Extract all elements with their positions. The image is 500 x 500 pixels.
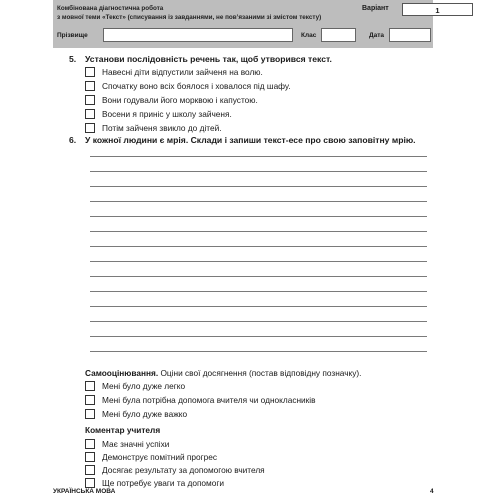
checkbox[interactable] bbox=[85, 452, 95, 462]
checkbox[interactable] bbox=[85, 465, 95, 475]
option-label: Потім зайченя звикло до дітей. bbox=[102, 122, 222, 133]
writing-line bbox=[90, 291, 427, 292]
variant-field[interactable]: 1 bbox=[402, 3, 473, 16]
writing-line bbox=[90, 276, 427, 277]
task5-number: 5. bbox=[69, 54, 77, 64]
surname-label: Прізвище bbox=[57, 32, 88, 39]
checkbox[interactable] bbox=[85, 439, 95, 449]
checkbox[interactable] bbox=[85, 478, 95, 488]
class-field[interactable] bbox=[321, 28, 356, 42]
option-label: Восени я приніс у школу зайченя. bbox=[102, 108, 232, 119]
self-eval-title: Самооцінювання. bbox=[85, 368, 159, 378]
date-label: Дата bbox=[369, 32, 385, 39]
variant-label: Варіант bbox=[362, 5, 389, 12]
option-label: Демонструє помітний прогрес bbox=[102, 451, 218, 462]
writing-line bbox=[90, 261, 427, 262]
header-subtitle: з мовної теми «Текст» (списування із завданнями, не пов’язаними зі змістом тексту) bbox=[57, 14, 322, 21]
checkbox[interactable] bbox=[85, 67, 95, 77]
option-label: Мені було дуже легко bbox=[102, 380, 186, 391]
writing-line bbox=[90, 351, 427, 352]
task6-number: 6. bbox=[69, 135, 77, 145]
self-eval-instruction: Оціни свої досягнення (постав відповідну позначку). bbox=[158, 368, 362, 378]
writing-line bbox=[90, 246, 427, 247]
option-label: Ще потребує уваги та допомоги bbox=[102, 477, 225, 488]
worksheet-header bbox=[53, 0, 440, 48]
task5-option bbox=[85, 66, 263, 77]
self-eval-option bbox=[85, 380, 185, 391]
checkbox[interactable] bbox=[85, 123, 95, 133]
self-eval-option bbox=[85, 394, 316, 405]
date-field[interactable] bbox=[389, 28, 431, 42]
footer-subject: УКРАЇНСЬКА МОВА bbox=[53, 488, 116, 495]
task5-option bbox=[85, 80, 291, 91]
writing-line bbox=[90, 156, 427, 157]
class-label: Клас bbox=[301, 32, 317, 39]
checkbox[interactable] bbox=[85, 381, 95, 391]
teacher-option bbox=[85, 464, 265, 475]
writing-line bbox=[90, 231, 427, 232]
teacher-option bbox=[85, 477, 224, 488]
checkbox[interactable] bbox=[85, 409, 95, 419]
teacher-option bbox=[85, 438, 169, 449]
teacher-comment-title: Коментар учителя bbox=[85, 425, 161, 435]
writing-line bbox=[90, 336, 427, 337]
option-label: Вони годували його морквою і капустою. bbox=[102, 94, 258, 105]
option-label: Має значні успіхи bbox=[102, 438, 170, 449]
task5-title: Установи послідовність речень так, щоб утворився текст. bbox=[85, 54, 332, 64]
writing-line bbox=[90, 171, 427, 172]
writing-line bbox=[90, 306, 427, 307]
checkbox[interactable] bbox=[85, 109, 95, 119]
task6-title: У кожної людини є мрія. Склади і запиши текст-есе про свою заповітну мрію. bbox=[85, 135, 416, 145]
option-label: Мені була потрібна допомога вчителя чи однокласників bbox=[102, 394, 316, 405]
page-number: 4 bbox=[430, 488, 434, 495]
task5-option bbox=[85, 122, 222, 133]
self-eval-option bbox=[85, 408, 187, 419]
checkbox[interactable] bbox=[85, 395, 95, 405]
surname-field[interactable] bbox=[103, 28, 293, 42]
teacher-option bbox=[85, 451, 217, 462]
header-title: Комбінована діагностична робота bbox=[57, 5, 164, 12]
option-label: Досягає результату за допомогою вчителя bbox=[102, 464, 265, 475]
checkbox[interactable] bbox=[85, 95, 95, 105]
task5-option bbox=[85, 108, 232, 119]
self-eval-heading bbox=[85, 368, 361, 378]
writing-line bbox=[90, 321, 427, 322]
task5-option bbox=[85, 94, 258, 105]
option-label: Мені було дуже важко bbox=[102, 408, 188, 419]
option-label: Спочатку воно всіх боялося і ховалося під шафу. bbox=[102, 80, 291, 91]
writing-line bbox=[90, 201, 427, 202]
checkbox[interactable] bbox=[85, 81, 95, 91]
option-label: Навесні діти відпустили зайченя на волю. bbox=[102, 66, 263, 77]
writing-line bbox=[90, 216, 427, 217]
writing-line bbox=[90, 186, 427, 187]
